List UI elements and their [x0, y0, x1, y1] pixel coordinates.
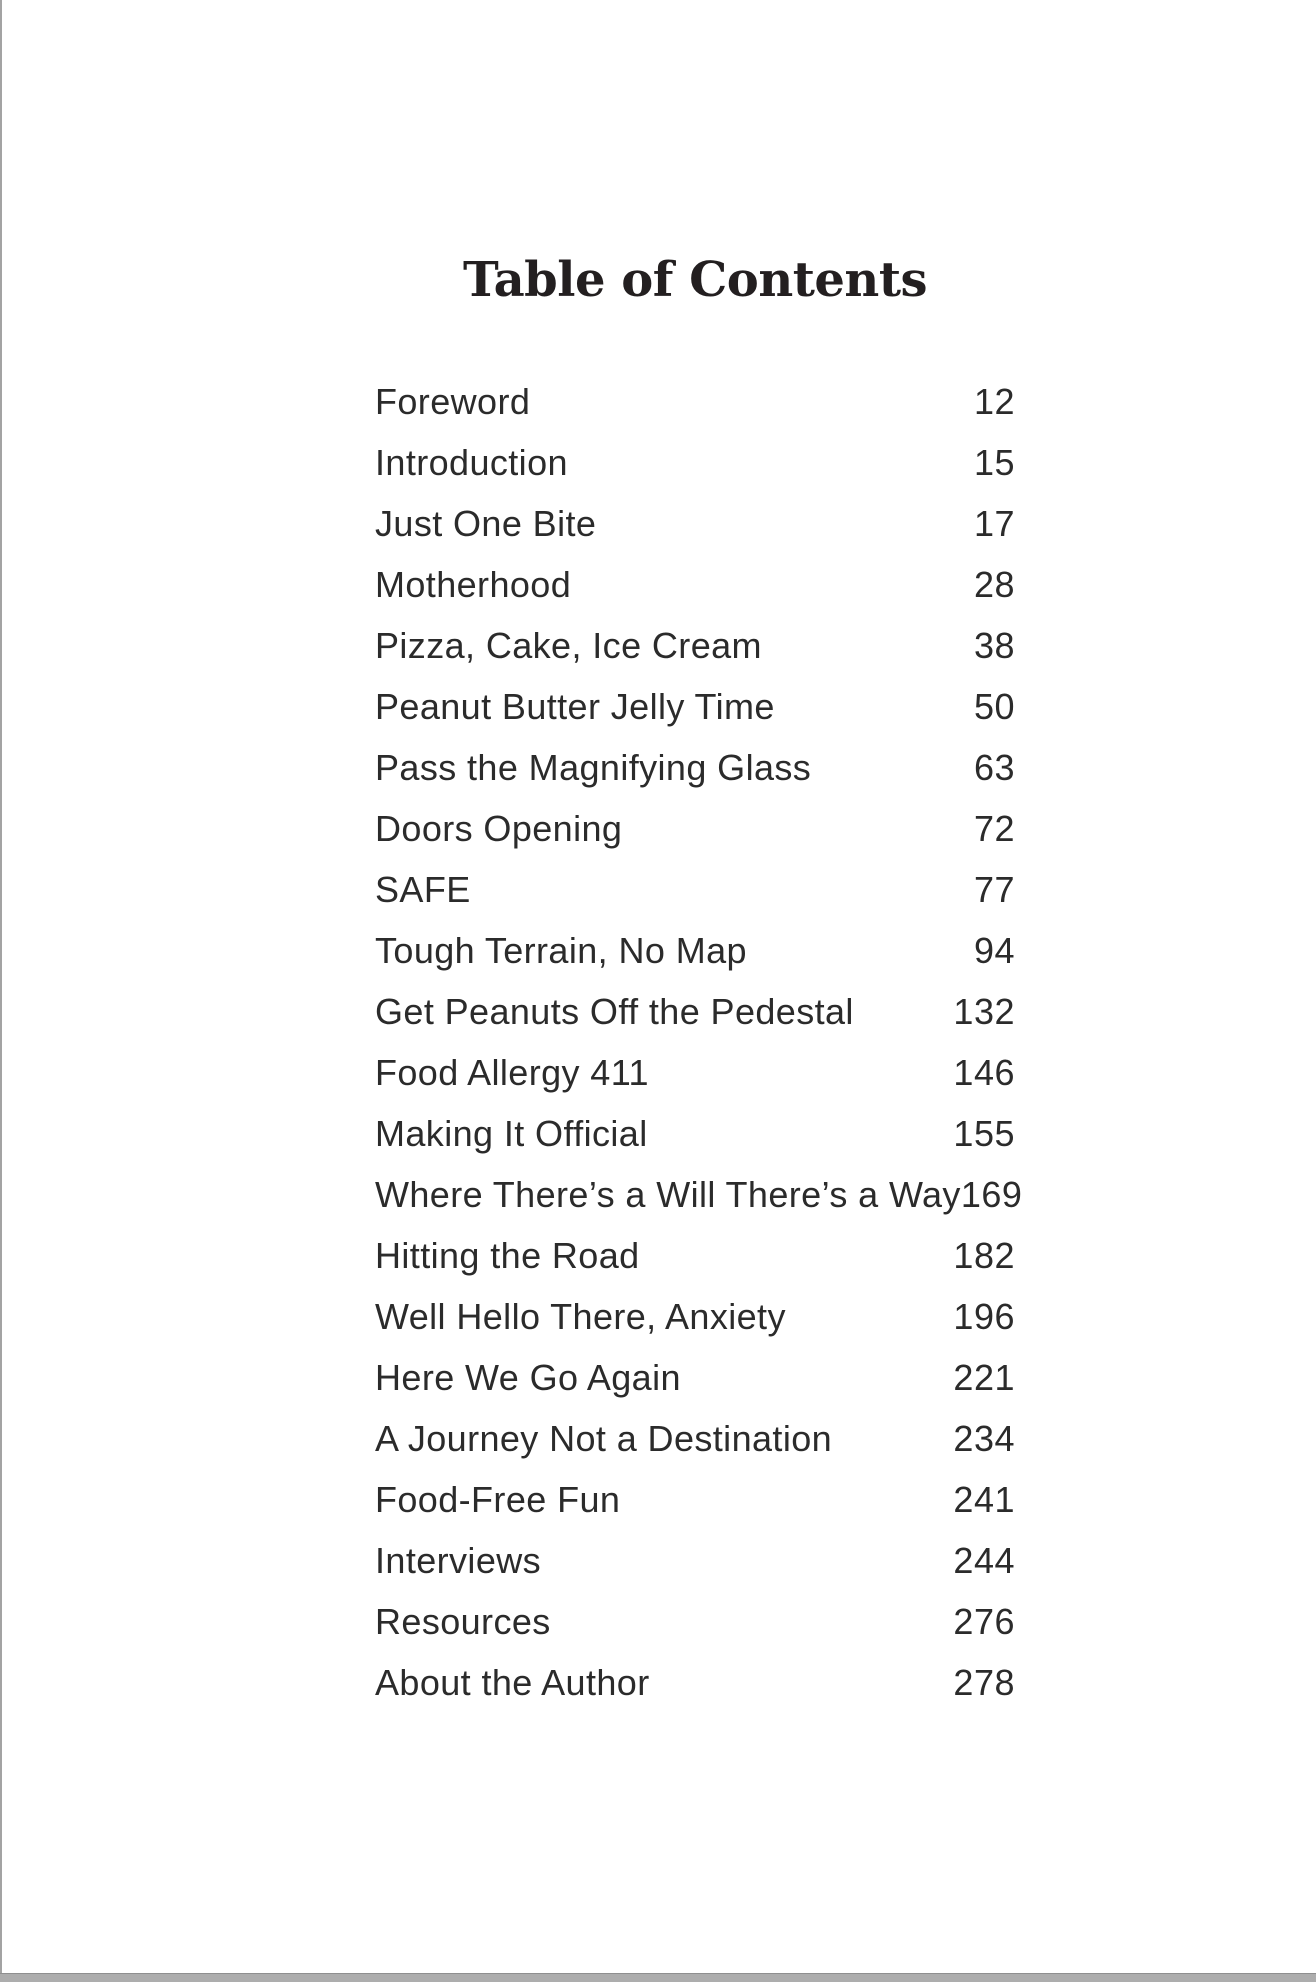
toc-entry [375, 615, 1015, 676]
toc-entry [375, 676, 1015, 737]
toc-entry-page-number: 72 [973, 808, 1015, 849]
toc-entry [375, 371, 1015, 432]
toc-entry-page-number: 244 [953, 1540, 1015, 1581]
table-of-contents-list [375, 371, 1023, 1713]
toc-entry-label: Foreword [375, 381, 531, 422]
toc-entry [375, 737, 1015, 798]
toc-entry [375, 432, 1015, 493]
toc-entry-page-number: 12 [973, 381, 1015, 422]
toc-entry-page-number: 94 [973, 930, 1015, 971]
toc-entry-label: Making It Official [375, 1113, 648, 1154]
toc-entry [375, 554, 1015, 615]
toc-entry [375, 1408, 1015, 1469]
horizontal-scrollbar[interactable] [0, 1973, 1316, 1982]
toc-entry-page-number: 276 [953, 1601, 1015, 1642]
toc-entry-page-number: 146 [953, 1052, 1015, 1093]
toc-entry [375, 1042, 1015, 1103]
toc-entry-label: SAFE [375, 869, 471, 910]
toc-entry [375, 1591, 1015, 1652]
toc-entry-page-number: 278 [953, 1662, 1015, 1703]
toc-entry-page-number: 221 [953, 1357, 1015, 1398]
toc-entry-page-number: 196 [953, 1296, 1015, 1337]
toc-entry-label: About the Author [375, 1662, 650, 1703]
toc-entry-page-number: 17 [973, 503, 1015, 544]
toc-entry-label: Introduction [375, 442, 568, 483]
toc-entry [375, 1469, 1015, 1530]
toc-entry-page-number: 38 [973, 625, 1015, 666]
toc-entry-page-number: 15 [973, 442, 1015, 483]
toc-entry-label: Food-Free Fun [375, 1479, 621, 1520]
toc-entry-page-number: 169 [960, 1174, 1023, 1215]
toc-entry [375, 798, 1015, 859]
toc-entry-page-number: 182 [953, 1235, 1015, 1276]
toc-entry [375, 1530, 1015, 1591]
toc-entry-label: Hitting the Road [375, 1235, 640, 1276]
toc-entry-page-number: 241 [953, 1479, 1015, 1520]
toc-entry-label: Pizza, Cake, Ice Cream [375, 625, 762, 666]
toc-entry [375, 493, 1015, 554]
toc-entry-page-number: 77 [973, 869, 1015, 910]
page-title: Table of Contents [462, 252, 928, 309]
toc-entry-label: Here We Go Again [375, 1357, 681, 1398]
toc-entry-label: Resources [375, 1601, 551, 1642]
toc-entry-page-number: 50 [973, 686, 1015, 727]
toc-entry-page-number: 155 [953, 1113, 1015, 1154]
toc-entry-label: Doors Opening [375, 808, 623, 849]
toc-entry [375, 1286, 1015, 1347]
toc-entry-page-number: 63 [973, 747, 1015, 788]
page-left-edge-line [0, 0, 2, 1974]
toc-entry [375, 1225, 1015, 1286]
toc-entry [375, 1652, 1015, 1713]
toc-entry-label: Just One Bite [375, 503, 597, 544]
toc-entry-label: Pass the Magnifying Glass [375, 747, 812, 788]
toc-entry [375, 981, 1015, 1042]
toc-entry [375, 859, 1015, 920]
toc-entry-label: Food Allergy 411 [375, 1052, 649, 1093]
toc-entry-label: Peanut Butter Jelly Time [375, 686, 775, 727]
toc-entry [375, 1347, 1015, 1408]
toc-entry-label: Interviews [375, 1540, 542, 1581]
toc-entry-label: Where There’s a Will There’s a Way [375, 1174, 961, 1215]
toc-entry [375, 1103, 1015, 1164]
toc-entry-page-number: 132 [953, 991, 1015, 1032]
toc-entry-label: A Journey Not a Destination [375, 1418, 833, 1459]
toc-entry-page-number: 234 [953, 1418, 1015, 1459]
toc-entry [375, 1164, 1023, 1225]
toc-entry-page-number: 28 [973, 564, 1015, 605]
toc-entry [375, 920, 1015, 981]
toc-entry-label: Well Hello There, Anxiety [375, 1296, 786, 1337]
toc-entry-label: Tough Terrain, No Map [375, 930, 747, 971]
toc-entry-label: Motherhood [375, 564, 572, 605]
toc-entry-label: Get Peanuts Off the Pedestal [375, 991, 854, 1032]
